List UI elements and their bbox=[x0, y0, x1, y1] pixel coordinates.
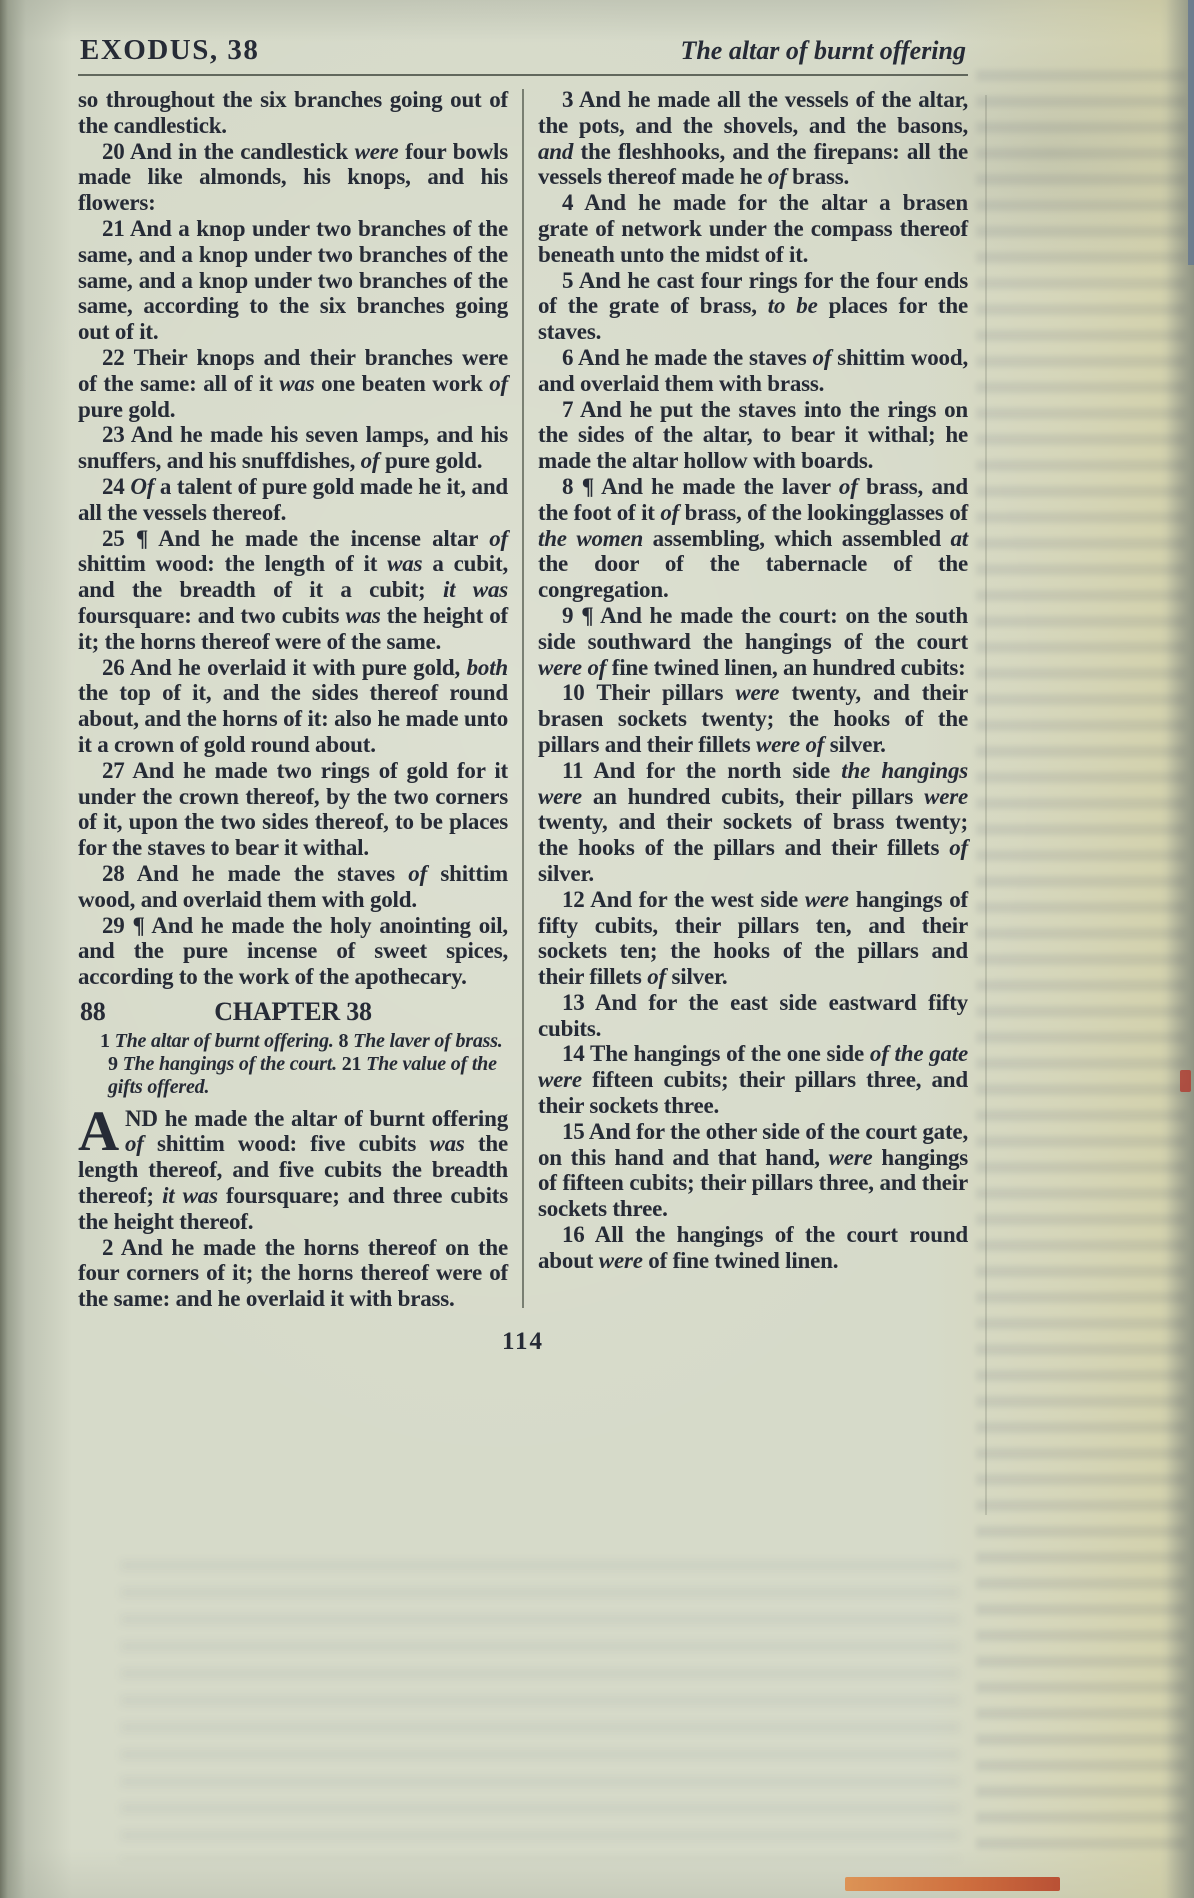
verse-paragraph: 14 The hangings of the one side of the gate were fifteen cubits; their pillars three, and their sockets three. bbox=[538, 1041, 968, 1119]
verse-paragraph: 2 And he made the horns thereof on the four corners of it; the horns thereof were of the same: and he overlaid it with brass. bbox=[78, 1234, 508, 1312]
column-divider bbox=[522, 89, 524, 1308]
page-number: 114 bbox=[501, 1328, 545, 1356]
verse-paragraph: 26 And he overlaid it with pure gold, both the top of it, and the sides thereof round about, and the horns of it: also he made unto it a crown of gold round about. bbox=[78, 654, 508, 757]
verse-paragraph: 5 And he cast four rings for the four ends of the grate of brass, to be places for the staves. bbox=[538, 267, 968, 345]
text-columns bbox=[78, 87, 968, 1312]
verse-paragraph: 24 Of a talent of pure gold made he it, and all the vessels thereof. bbox=[78, 473, 509, 525]
verse-paragraph: 15 And for the other side of the court gate, on this hand and that hand, were hangings of fifteen cubits; their pillars three, and their sockets three. bbox=[538, 1118, 968, 1222]
header-book-chapter: EXODUS, 38 bbox=[80, 34, 260, 66]
chapter-summary: 1 The altar of burnt offering. 8 The laver of brass. 9 The hangings of the court. 21 The value of the gifts offered. bbox=[100, 1029, 503, 1098]
scan-artifact-blue-edge bbox=[1188, 0, 1194, 265]
scan-artifact-red-mark bbox=[1180, 1070, 1191, 1092]
verse-paragraph: 4 And he made for the altar a brasen grate of network under the compass thereof beneath unto the midst of it. bbox=[538, 190, 968, 267]
verse-paragraph: AND he made the altar of burnt offering of shittim wood: five cubits was the length thereof, and five cubits the breadth thereof; it was foursquare; and three cubits the height thereof. bbox=[78, 1099, 508, 1234]
page-right-edge-shadow bbox=[1166, 0, 1194, 1898]
next-page-ghost-rule bbox=[985, 95, 987, 1515]
header-running-title: The altar of burnt offering bbox=[680, 36, 966, 65]
page-bleed-through bbox=[976, 70, 1186, 1860]
header-rule bbox=[78, 74, 968, 76]
verse-paragraph: 11 And for the north side the hangings were an hundred cubits, their pillars were twenty, and their sockets of brass twenty; the hooks of the pillars and their fillets of silver. bbox=[538, 757, 968, 886]
chapter-heading bbox=[78, 996, 508, 1026]
verse-paragraph: 23 And he made his seven lamps, and his snuffers, and his snuffdishes, of pure gold. bbox=[78, 422, 508, 474]
bottom-bleed-through bbox=[120, 1560, 960, 1860]
drop-cap: A bbox=[78, 1099, 119, 1163]
verse-paragraph: 8 ¶ And he made the laver of brass, and the foot of it of brass, of the lookingglasses of the women assembling, which assembled at the door of the tabernacle of the congregation. bbox=[538, 473, 969, 603]
text-column-left bbox=[78, 87, 508, 1312]
verse-paragraph: 10 Their pillars were twenty, and their brasen sockets twenty; the hooks of the pillars and their fillets were of silver. bbox=[538, 680, 968, 757]
verse-paragraph: 22 Their knops and their branches were of the same: all of it was one beaten work of pure gold. bbox=[78, 344, 509, 422]
verse-paragraph: 7 And he put the staves into the rings on the sides of the altar, to bear it withal; he made the altar hollow with boards. bbox=[538, 396, 968, 474]
page-content bbox=[78, 34, 968, 1356]
verse-paragraph: 20 And in the candlestick were four bowls made like almonds, his knops, and his flowers: bbox=[78, 138, 508, 216]
verse-paragraph: 21 And a knop under two branches of the same, and a knop under two branches of the same, and a knop under two branches of the same, according to the six branches going out of it. bbox=[78, 215, 508, 345]
verse-paragraph: 27 And he made two rings of gold for it under the crown thereof, by the two corners of it, upon the two sides thereof, to be places for the staves to bear it withal. bbox=[78, 757, 508, 861]
verse-paragraph: 29 ¶ And he made the holy anointing oil, and the pure incense of sweet spices, according to the work of the apothecary. bbox=[78, 912, 508, 990]
verse-paragraph: 25 ¶ And he made the incense altar of shittim wood: the length of it was a cubit, and the breadth of it a cubit; it was foursquare: and two cubits was the height of it; the horns thereof were of the same. bbox=[78, 525, 508, 654]
verse-paragraph: 28 And he made the staves of shittim wood, and overlaid them with gold. bbox=[78, 860, 509, 912]
verse-paragraph: 16 All the hangings of the court round about were of fine twined linen. bbox=[538, 1222, 968, 1273]
verse-paragraph: 13 And for the east side eastward fifty cubits. bbox=[538, 989, 968, 1041]
verse-paragraph: 6 And he made the staves of shittim wood, and overlaid them with brass. bbox=[538, 344, 968, 396]
verse-paragraph: 12 And for the west side were hangings of fifty cubits, their pillars ten, and their sockets ten; the hooks of the pillars and their fillets of silver. bbox=[538, 886, 968, 990]
page-header bbox=[78, 34, 968, 67]
verse-paragraph: 9 ¶ And he made the court: on the south side southward the hangings of the court were of fine twined linen, an hundred cubits: bbox=[538, 602, 968, 680]
verse-paragraph: so throughout the six branches going out of the candlestick. bbox=[78, 87, 508, 138]
verse-paragraph: 3 And he made all the vessels of the altar, the pots, and the shovels, and the basons, and the fleshhooks, and the firepans: all the vessels thereof made he of brass. bbox=[538, 87, 968, 190]
chapter-side-number: 88 bbox=[80, 996, 106, 1026]
text-column-right bbox=[538, 87, 968, 1312]
chapter-title: CHAPTER 38 bbox=[214, 996, 372, 1026]
scan-artifact-orange-bar bbox=[845, 1877, 1060, 1891]
